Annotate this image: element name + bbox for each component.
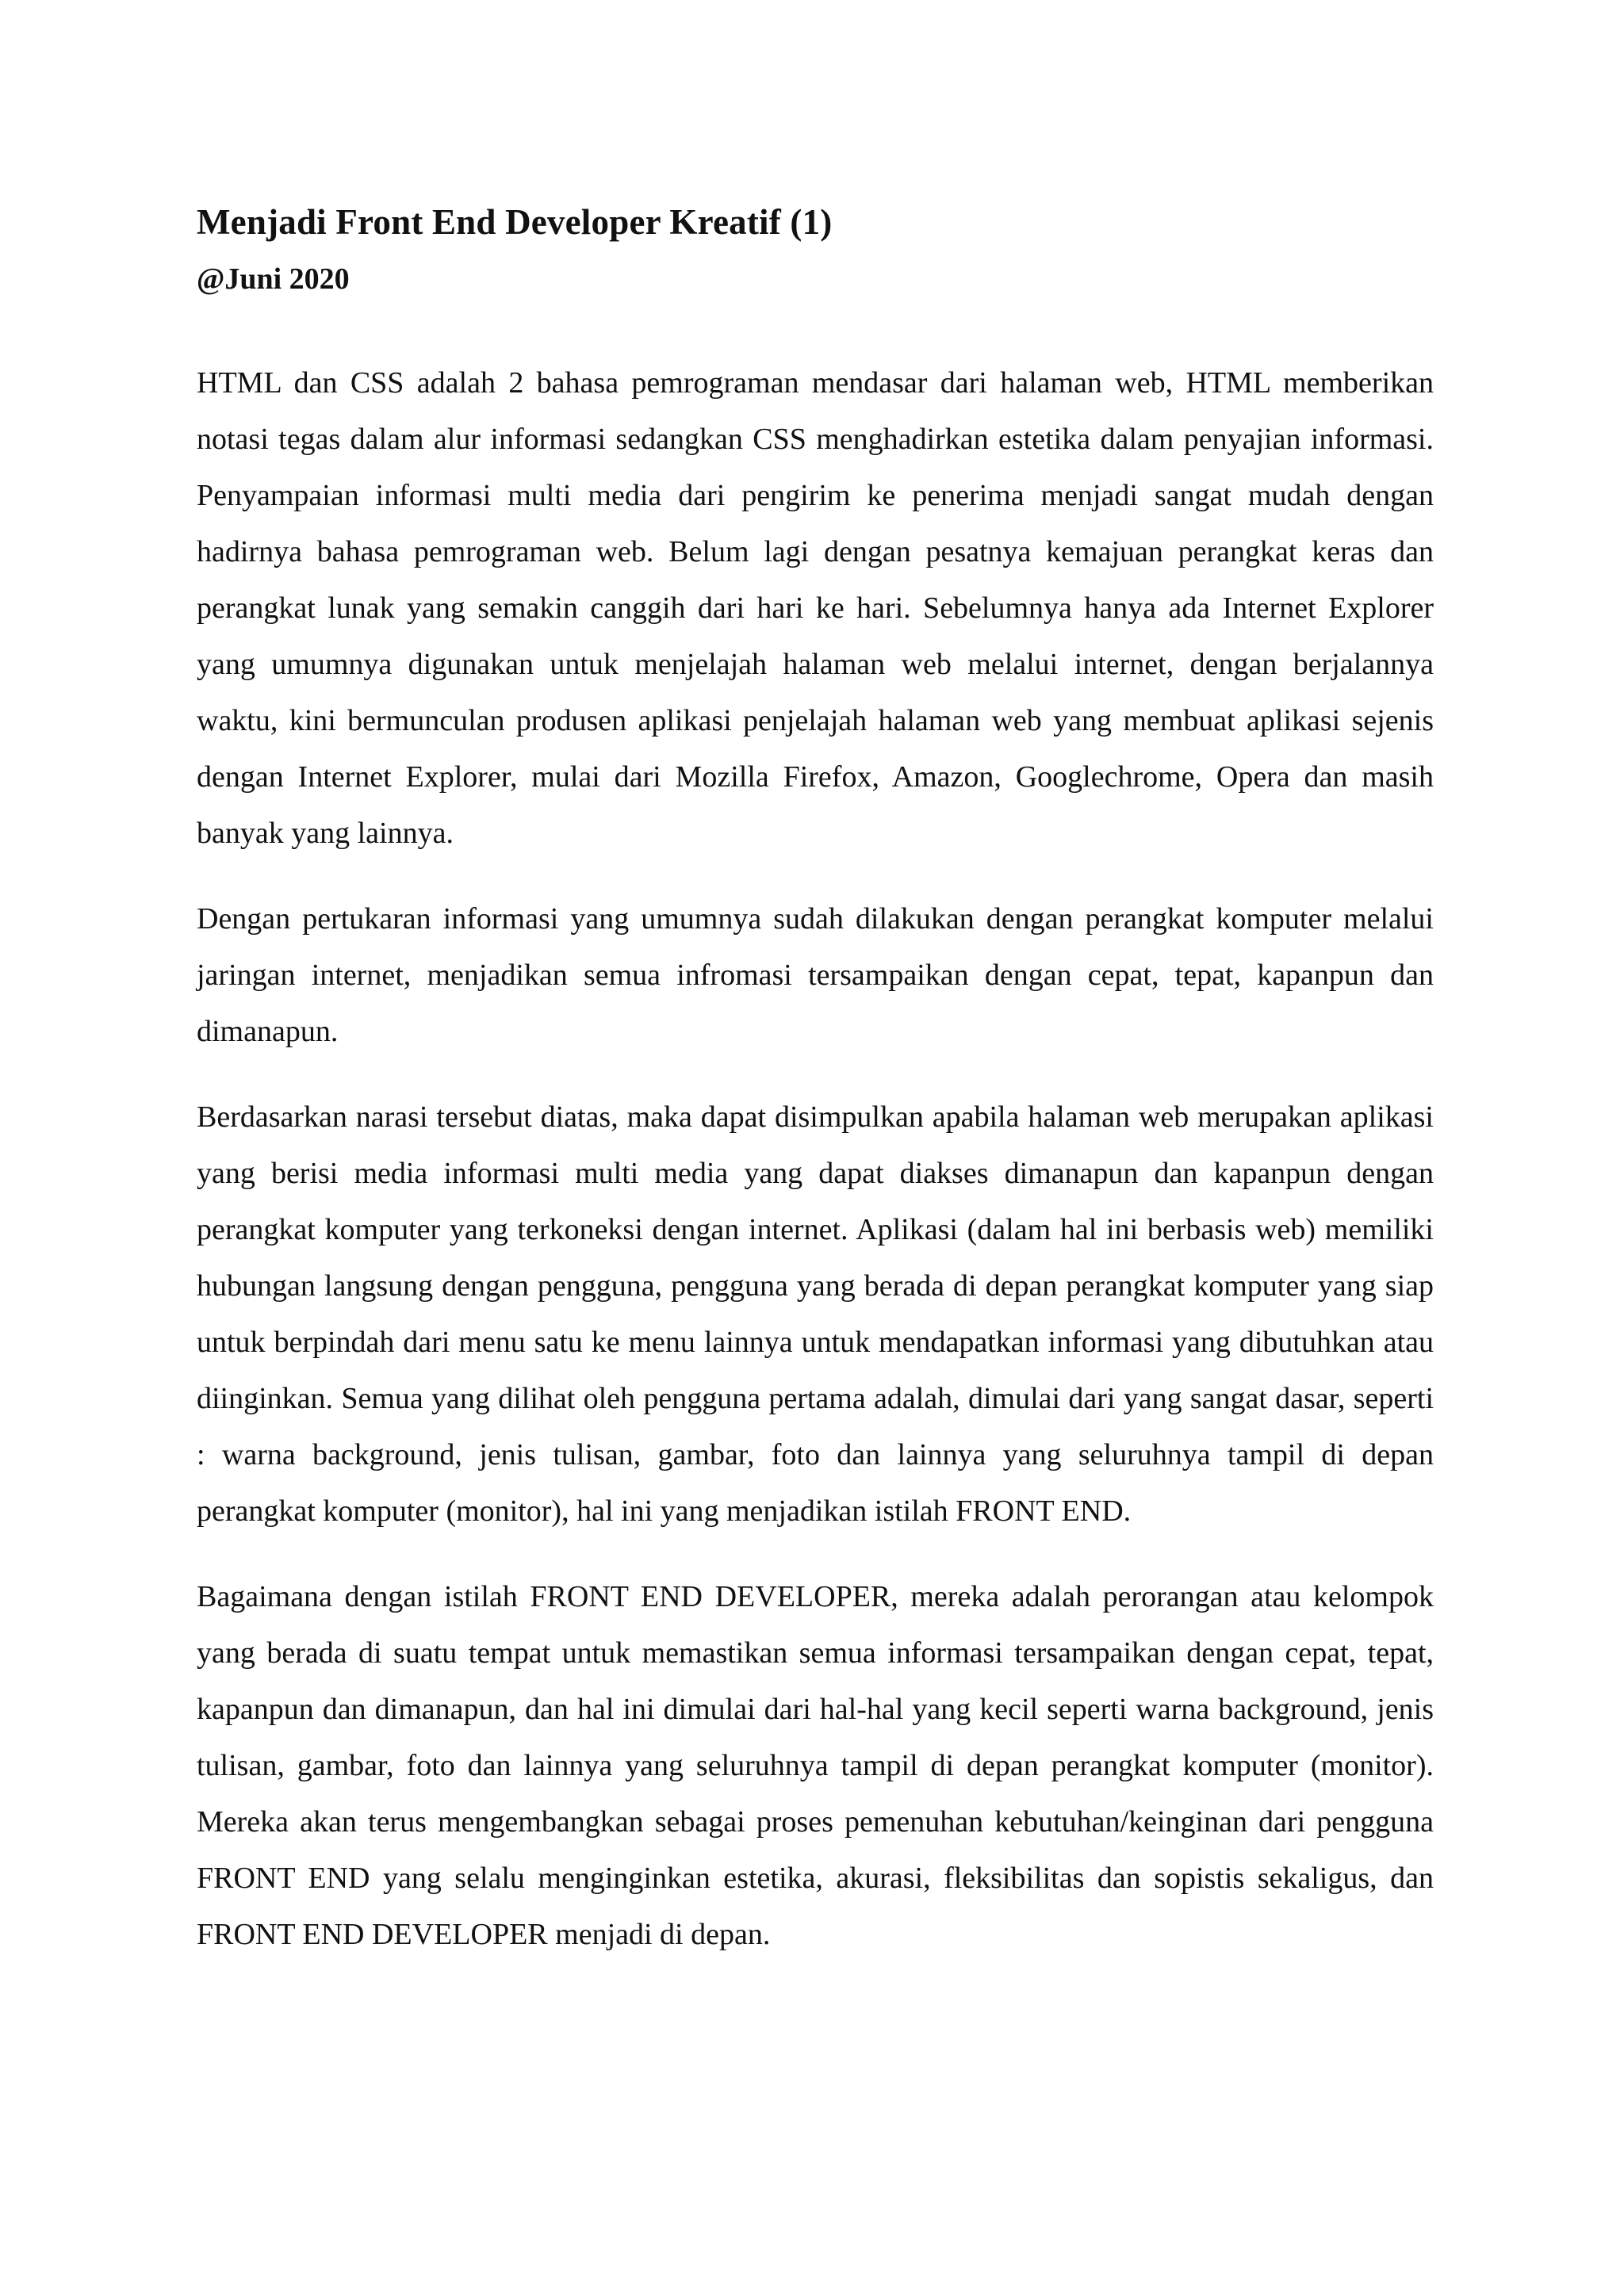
paragraph: Berdasarkan narasi tersebut diatas, maka dapat disimpulkan apabila halaman web merupakan aplikasi yang berisi media informasi multi media yang dapat diakses dimanapun dan kapanpun dengan perangkat komputer yang terkoneksi dengan internet. Aplikasi (dalam hal ini berbasis web) memiliki hubungan langsung dengan pengguna, pengguna yang berada di depan perangkat komputer yang siap untuk berpindah dari menu satu ke menu lainnya untuk mendapatkan informasi yang dibutuhkan atau diinginkan. Semua yang dilihat oleh pengguna pertama adalah, dimulai dari yang sangat dasar, seperti : warna background, jenis tulisan, gambar, foto dan lainnya yang seluruhnya tampil di depan perangkat komputer (monitor), hal ini yang menjadikan istilah FRONT END.: [197, 1100, 1434, 1528]
document-date: @Juni 2020: [197, 262, 350, 296]
paragraph: HTML dan CSS adalah 2 bahasa pemrograman mendasar dari halaman web, HTML memberikan notasi tegas dalam alur informasi sedangkan CSS menghadirkan estetika dalam penyajian informasi. Penyampaian informasi multi media dari pengirim ke penerima menjadi sangat mudah dengan hadirnya bahasa pemrograman web. Belum lagi dengan pesatnya kemajuan perangkat keras dan perangkat lunak yang semakin canggih dari hari ke hari. Sebelumnya hanya ada Internet Explorer yang umumnya digunakan untuk menjelajah halaman web melalui internet, dengan berjalannya waktu, kini bermunculan produsen aplikasi penjelajah halaman web yang membuat aplikasi sejenis dengan Internet Explorer, mulai dari Mozilla Firefox, Amazon, Googlechrome, Opera dan masih banyak yang lainnya.: [197, 366, 1434, 850]
document-title: Menjadi Front End Developer Kreatif (1): [197, 202, 833, 242]
document-body: [197, 355, 1434, 1963]
document-page: [197, 197, 1434, 1992]
paragraph: Bagaimana dengan istilah FRONT END DEVELOPER, mereka adalah perorangan atau kelompok yang berada di suatu tempat untuk memastikan semua informasi tersampaikan dengan cepat, tepat, kapanpun dan dimanapun, dan hal ini dimulai dari hal-hal yang kecil seperti warna background, jenis tulisan, gambar, foto dan lainnya yang seluruhnya tampil di depan perangkat komputer (monitor). Mereka akan terus mengembangkan sebagai proses pemenuhan kebutuhan/keinginan dari pengguna FRONT END yang selalu menginginkan estetika, akurasi, fleksibilitas dan sopistis sekaligus, dan FRONT END DEVELOPER menjadi di depan.: [197, 1580, 1434, 1951]
paragraph: Dengan pertukaran informasi yang umumnya sudah dilakukan dengan perangkat komputer melalui jaringan internet, menjadikan semua infromasi tersampaikan dengan cepat, tepat, kapanpun dan dimanapun.: [197, 902, 1434, 1048]
